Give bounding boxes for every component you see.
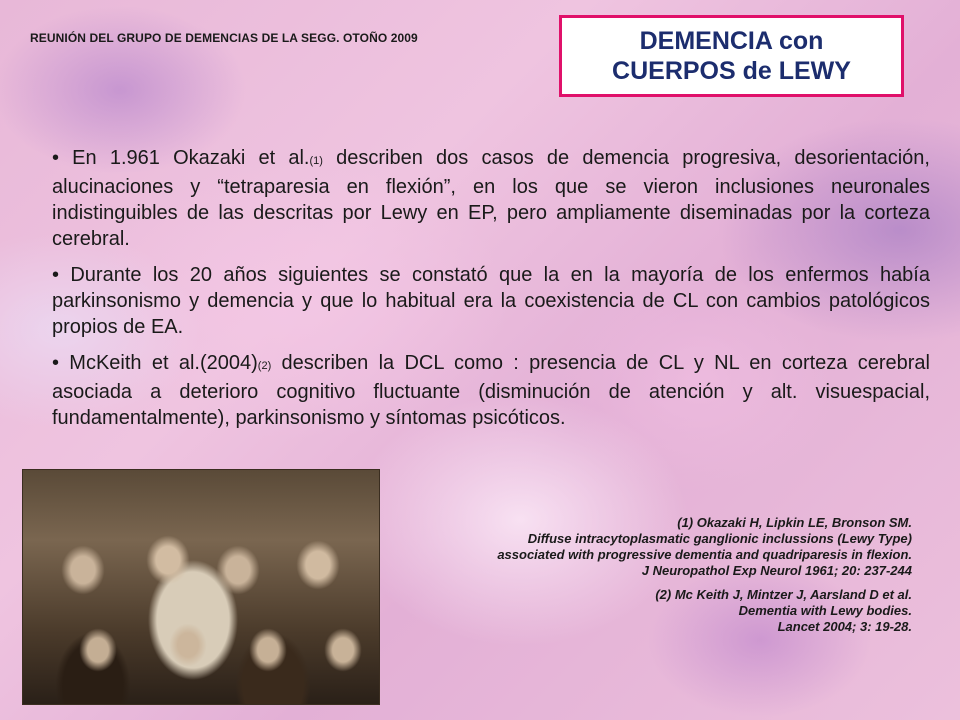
bullet-mckeith <box>52 350 930 431</box>
bullet-text: • McKeith et al.(2004) <box>52 352 258 374</box>
citation-ref: (2) <box>257 360 272 372</box>
reference-line: Dementia with Lewy bodies. <box>738 603 912 618</box>
reference-line: Lancet 2004; 3: 19-28. <box>777 619 912 634</box>
reference-line: (1) Okazaki H, Lipkin LE, Bronson SM. <box>677 515 912 530</box>
bullet-twenty-years <box>52 262 930 340</box>
reference-1 <box>372 515 912 579</box>
reference-line: associated with progressive dementia and quadriparesis in flexion. <box>497 547 912 562</box>
title-line-2: CUERPOS de LEWY <box>612 57 851 85</box>
bullet-okazaki <box>52 145 930 252</box>
title-line-1: DEMENCIA con <box>639 27 824 55</box>
bullet-text: • Durante los 20 años siguientes se constató que la en la mayoría de los enfermos había parkinsonismo y demencia y que lo habitual era la coexistencia de CL con cambios patológicos propios de EA. <box>52 264 930 338</box>
reference-line: J Neuropathol Exp Neurol 1961; 20: 237-244 <box>641 563 912 578</box>
references <box>372 515 912 643</box>
citation-ref: (1) <box>309 155 323 167</box>
bullet-text: describen dos casos de demencia progresiva, desorientación, alucinaciones y “tetraparesia en flexión”, en los que se vieron inclusiones neuronales indistinguibles de las descritas por Lewy en EP, pero ampliamente diseminadas por la corteza cerebral. <box>52 147 930 250</box>
bullet-text: • En 1.961 Okazaki et al. <box>52 147 310 169</box>
bullet-list <box>52 145 930 441</box>
title-box <box>559 15 904 97</box>
reference-2 <box>372 587 912 635</box>
historical-group-photo <box>22 469 380 705</box>
bullet-text: describen la DCL como : presencia de CL y NL en corteza cerebral asociada a deterioro cognitivo fluctuante (disminución de atención y alt. visuespacial, fundamentalmente), parkinsonismo y síntomas psicóticos. <box>52 352 930 429</box>
reference-line: Diffuse intracytoplasmatic ganglionic inclussions (Lewy Type) <box>527 531 912 546</box>
reference-line: (2) Mc Keith J, Mintzer J, Aarsland D et al. <box>655 587 912 602</box>
meeting-header: REUNIÓN DEL GRUPO DE DEMENCIAS DE LA SEGG. OTOÑO 2009 <box>30 31 418 45</box>
